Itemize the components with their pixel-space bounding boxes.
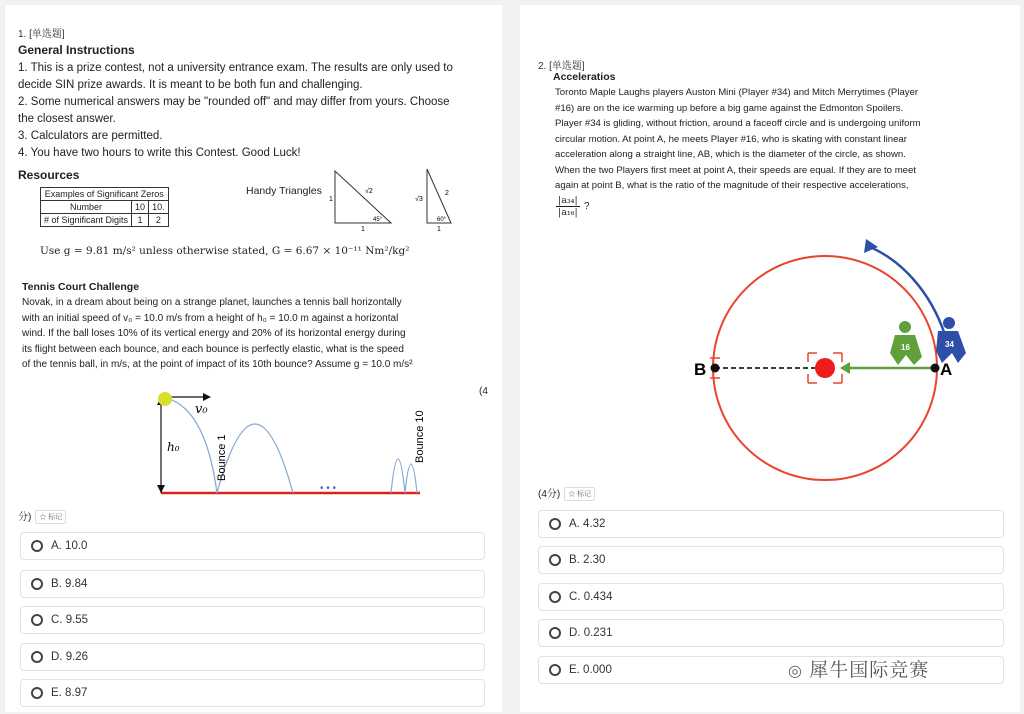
tennis-text — [22, 295, 413, 373]
option-c[interactable] — [20, 606, 485, 634]
option-c[interactable] — [538, 583, 1004, 611]
table-cell: 1 — [132, 214, 149, 227]
text-line: Player #34 is gliding, without friction, around a faceoff circle and is undergoing uniform — [555, 118, 921, 129]
table-cell: 10. — [149, 201, 169, 214]
option-a[interactable] — [538, 510, 1004, 538]
option-label: A. 10.0 — [51, 540, 88, 552]
option-label: B. 9.84 — [51, 578, 88, 590]
radio-icon[interactable] — [549, 664, 561, 676]
h0-label: h₀ — [167, 440, 180, 454]
watermark-text: 犀牛国际竞赛 — [809, 660, 930, 681]
instructions-list — [18, 60, 453, 162]
faceoff-circle-figure — [690, 235, 990, 485]
option-label: B. 2.30 — [569, 554, 606, 566]
green-arrowhead-icon — [840, 362, 850, 374]
text-line: When the two Players first meet at point A, their speeds are equal. If they are to meet — [555, 164, 917, 176]
question-1-header: 1. [单选题] — [18, 29, 65, 40]
radio-icon[interactable] — [549, 627, 561, 639]
trajectory-bounce — [217, 424, 293, 493]
handy-triangles-figure — [323, 163, 473, 235]
text-line: again at point B, what is the ratio of the magnitude of their respective accelerations, — [555, 180, 909, 191]
handy-triangles-label: Handy Triangles — [246, 185, 322, 197]
question-2-header: 2. [单选题] — [538, 61, 585, 72]
resources-title: Resources — [18, 168, 80, 182]
general-instructions-title: General Instructions — [18, 43, 135, 57]
wechat-icon: ◎ — [788, 663, 803, 680]
tri1-base: 1 — [361, 226, 365, 233]
player-34-number: 34 — [945, 340, 954, 349]
option-label: D. 9.26 — [51, 651, 89, 663]
radio-icon[interactable] — [549, 554, 561, 566]
point-b-dot — [711, 364, 720, 373]
instruction-line: 2. Some numerical answers may be "rounded off" and may differ from yours. Choose — [18, 96, 450, 108]
mark-button[interactable]: ☆ 标记 — [35, 510, 66, 524]
option-e[interactable] — [538, 656, 1004, 684]
text-line: Toronto Maple Laughs players Auston Mini (Player #34) and Mitch Merrytimes (Player — [555, 87, 919, 98]
points-fragment: (4 — [479, 386, 488, 397]
radio-icon[interactable] — [31, 540, 43, 552]
tennis-title: Tennis Court Challenge — [22, 281, 140, 293]
tennis-line: of the tennis ball, in m/s, at the point of impact of its 10th bounce? Assume g = 10.0 m/s² — [22, 359, 413, 370]
tri2-base: 1 — [437, 226, 441, 233]
center-dot — [815, 358, 835, 378]
tri2-angle: 60° — [437, 217, 447, 223]
triangle-45 — [335, 171, 391, 223]
score-label: 分) ☆ 标记 — [18, 508, 66, 524]
v0-label: v₀ — [195, 402, 208, 417]
option-label: E. 8.97 — [51, 687, 88, 699]
option-b[interactable] — [20, 570, 485, 598]
tri2-hyp: 2 — [445, 190, 449, 197]
constants-line: Use g = 9.81 m/s² unless otherwise stated, G = 6.67 × 10⁻¹¹ Nm²/kg² — [40, 245, 410, 257]
option-d[interactable] — [538, 619, 1004, 647]
acceleration-ratio — [556, 195, 580, 218]
ratio-denominator: |a₁₆| — [558, 207, 578, 218]
significant-zeros-table — [40, 187, 169, 227]
tennis-line: wind. If the ball loses 10% of its vertical energy and 20% of its horizontal energy during — [22, 328, 406, 339]
text-line: acceleration along a straight line, AB, which is the diameter of the circle, as shown. — [555, 149, 906, 160]
text-line: #16) are on the ice warming up before a big game against the Edmonton Spoilers. — [555, 102, 904, 114]
option-label: C. 0.434 — [569, 591, 613, 603]
instruction-line: the closest answer. — [18, 113, 116, 125]
table-cell: 2 — [149, 214, 169, 227]
option-label: D. 0.231 — [569, 627, 613, 639]
bounce-10-label: Bounce 10 — [414, 410, 426, 463]
radio-icon[interactable] — [31, 651, 43, 663]
player-16-icon — [890, 321, 922, 365]
question-2-panel — [520, 5, 1020, 712]
option-b[interactable] — [538, 546, 1004, 574]
bounce-1-label: Bounce 1 — [216, 434, 228, 481]
trajectory-late-1 — [391, 459, 405, 493]
tennis-line: Novak, in a dream about being on a strange planet, launches a tennis ball horizontally — [22, 297, 402, 308]
tennis-ball — [158, 392, 172, 406]
instruction-line: 1. This is a prize contest, not a university entrance exam. The results are only used to — [18, 62, 453, 74]
watermark — [788, 655, 929, 682]
question-1-panel — [5, 5, 502, 712]
instruction-line: decide SIN prize awards. It is meant to be both fun and challenging. — [18, 79, 363, 91]
mark-button[interactable]: ☆ 标记 — [564, 487, 595, 501]
instruction-line: 4. You have two hours to write this Contest. Good Luck! — [18, 147, 301, 159]
ellipsis-dots: • • • — [320, 483, 337, 494]
radio-icon[interactable] — [31, 687, 43, 699]
radio-icon[interactable] — [549, 518, 561, 530]
question-2-text — [555, 85, 921, 194]
option-d[interactable] — [20, 643, 485, 671]
table-title: Examples of Significant Zeros — [41, 188, 169, 201]
point-b-label: B — [694, 360, 707, 379]
question-2-title: Acceleratios — [553, 71, 616, 83]
tri1-side: 1 — [329, 196, 333, 203]
velocity-arrowhead-icon — [203, 393, 211, 401]
tri1-hyp: √2 — [365, 188, 373, 195]
tri1-angle: 45° — [373, 217, 383, 223]
table-cell: Number — [41, 201, 132, 214]
text-line: circular motion. At point A, he meets Player #16, who is skating with constant linear — [555, 133, 907, 145]
table-cell: 10 — [132, 201, 149, 214]
radio-icon[interactable] — [31, 578, 43, 590]
ratio-numerator: |a₃₄| — [558, 195, 578, 206]
option-label: E. 0.000 — [569, 664, 612, 676]
player-16-number: 16 — [901, 343, 910, 352]
option-label: C. 9.55 — [51, 614, 89, 626]
table-cell: # of Significant Digits — [41, 214, 132, 227]
option-a[interactable] — [20, 532, 485, 560]
ratio-question-mark: ? — [584, 201, 590, 212]
option-label: A. 4.32 — [569, 518, 606, 530]
tri2-side: √3 — [415, 196, 423, 203]
tennis-line: its flight between each bounce, and each bounce is perfectly elastic, what is the speed — [22, 343, 404, 355]
option-e[interactable] — [20, 679, 485, 707]
radio-icon[interactable] — [549, 591, 561, 603]
score-label: (4分) ☆ 标记 — [538, 485, 595, 501]
instruction-line: 3. Calculators are permitted. — [18, 130, 163, 142]
trajectory-late-2 — [405, 464, 417, 493]
point-a-label: A — [940, 360, 953, 379]
tennis-bounce-figure — [145, 385, 435, 500]
tennis-line: with an initial speed of v₀ = 10.0 m/s from a height of h₀ = 10.0 m against a horizontal — [22, 312, 399, 324]
radio-icon[interactable] — [31, 614, 43, 626]
point-a-dot — [931, 364, 940, 373]
